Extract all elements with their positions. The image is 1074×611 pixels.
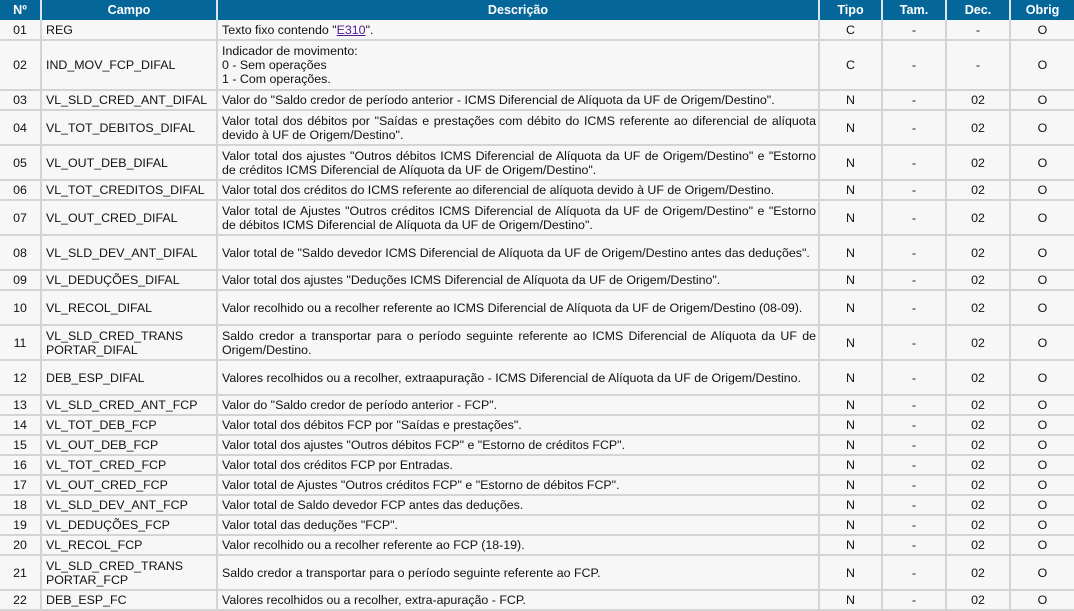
cell-descricao: Valor total dos ajustes "Outros débitos FCP" e "Estorno de créditos FCP".	[217, 435, 819, 455]
cell-obrig: O	[1010, 90, 1074, 110]
cell-no: 20	[0, 535, 41, 555]
cell-tam: -	[882, 90, 946, 110]
cell-no: 15	[0, 435, 41, 455]
cell-campo: VL_OUT_CRED_DIFAL	[41, 200, 217, 235]
cell-campo: VL_OUT_CRED_FCP	[41, 475, 217, 495]
cell-obrig: O	[1010, 235, 1074, 270]
cell-tipo: N	[819, 110, 882, 145]
cell-dec: 02	[946, 455, 1010, 475]
cell-no: 16	[0, 455, 41, 475]
cell-descricao: Valor total de Saldo devedor FCP antes das deduções.	[217, 495, 819, 515]
cell-dec: -	[946, 40, 1010, 90]
cell-descricao: Valor total dos créditos do ICMS referente ao diferencial de alíquota devido à UF de Origem/Destino.	[217, 180, 819, 200]
table-row	[0, 200, 1074, 235]
cell-campo: VL_RECOL_DIFAL	[41, 290, 217, 325]
cell-tam: -	[882, 325, 946, 360]
cell-obrig: O	[1010, 475, 1074, 495]
cell-dec: 02	[946, 495, 1010, 515]
cell-no: 05	[0, 145, 41, 180]
cell-tam: -	[882, 235, 946, 270]
cell-obrig: O	[1010, 360, 1074, 395]
table-row	[0, 90, 1074, 110]
cell-tipo: N	[819, 145, 882, 180]
e310-link[interactable]: E310	[336, 22, 366, 37]
cell-dec: 02	[946, 435, 1010, 455]
table-row	[0, 475, 1074, 495]
table-row	[0, 145, 1074, 180]
cell-tam: -	[882, 475, 946, 495]
desc-prefix: Texto fixo contendo "	[222, 22, 337, 37]
cell-campo: VL_DEDUÇÕES_DIFAL	[41, 270, 217, 290]
cell-descricao: Saldo credor a transportar para o período seguinte referente ao FCP.	[217, 555, 819, 590]
cell-dec: 02	[946, 235, 1010, 270]
table-row	[0, 325, 1074, 360]
cell-descricao: Valor recolhido ou a recolher referente ao FCP (18-19).	[217, 535, 819, 555]
cell-campo: VL_RECOL_FCP	[41, 535, 217, 555]
cell-dec: 02	[946, 395, 1010, 415]
cell-tipo: C	[819, 40, 882, 90]
cell-tipo: N	[819, 290, 882, 325]
cell-descricao: Valor total dos débitos por "Saídas e prestações com débito do ICMS referente ao diferencial de alíquota devido à UF de Origem/Destino".	[217, 110, 819, 145]
cell-dec: 02	[946, 290, 1010, 325]
cell-no: 17	[0, 475, 41, 495]
cell-no: 13	[0, 395, 41, 415]
cell-tipo: N	[819, 555, 882, 590]
cell-no: 03	[0, 90, 41, 110]
cell-tam: -	[882, 515, 946, 535]
cell-dec: 02	[946, 325, 1010, 360]
cell-no: 12	[0, 360, 41, 395]
cell-no: 14	[0, 415, 41, 435]
table-row	[0, 360, 1074, 395]
cell-dec: 02	[946, 90, 1010, 110]
desc-suffix: ".	[365, 22, 374, 37]
cell-obrig: O	[1010, 395, 1074, 415]
cell-descricao: Saldo credor a transportar para o período seguinte referente ao ICMS Diferencial de Alíquota da UF de Origem/Destino.	[217, 325, 819, 360]
cell-obrig: O	[1010, 435, 1074, 455]
cell-descricao: Valor do "Saldo credor de período anterior - ICMS Diferencial de Alíquota da UF de Origem/Destino".	[217, 90, 819, 110]
cell-descricao	[217, 20, 819, 40]
cell-obrig: O	[1010, 290, 1074, 325]
table-row	[0, 290, 1074, 325]
cell-campo: VL_OUT_DEB_FCP	[41, 435, 217, 455]
cell-dec: 02	[946, 515, 1010, 535]
cell-obrig: O	[1010, 535, 1074, 555]
cell-campo: VL_SLD_CRED_ANT_DIFAL	[41, 90, 217, 110]
desc-line: 0 - Sem operações	[222, 58, 327, 72]
cell-no: 01	[0, 20, 41, 40]
cell-campo: VL_SLD_CRED_TRANS PORTAR_FCP	[41, 555, 217, 590]
cell-no: 11	[0, 325, 41, 360]
cell-descricao: Valor total dos débitos FCP por "Saídas e prestações".	[217, 415, 819, 435]
cell-tam: -	[882, 415, 946, 435]
cell-tam: -	[882, 395, 946, 415]
cell-descricao	[217, 40, 819, 90]
table-row	[0, 180, 1074, 200]
cell-campo: VL_SLD_DEV_ANT_DIFAL	[41, 235, 217, 270]
cell-tipo: N	[819, 535, 882, 555]
cell-tipo: N	[819, 590, 882, 610]
cell-tam: -	[882, 110, 946, 145]
cell-tam: -	[882, 290, 946, 325]
cell-campo: VL_TOT_CREDITOS_DIFAL	[41, 180, 217, 200]
cell-no: 06	[0, 180, 41, 200]
cell-tipo: N	[819, 435, 882, 455]
header-descricao: Descrição	[217, 0, 819, 20]
cell-tipo: N	[819, 200, 882, 235]
cell-campo: VL_TOT_DEBITOS_DIFAL	[41, 110, 217, 145]
cell-dec: 02	[946, 270, 1010, 290]
cell-campo: VL_TOT_CRED_FCP	[41, 455, 217, 475]
cell-dec: 02	[946, 475, 1010, 495]
cell-no: 21	[0, 555, 41, 590]
cell-tipo: N	[819, 180, 882, 200]
cell-obrig: O	[1010, 495, 1074, 515]
cell-dec: 02	[946, 200, 1010, 235]
cell-dec: 02	[946, 415, 1010, 435]
table-row	[0, 20, 1074, 40]
cell-descricao: Valor do "Saldo credor de período anterior - FCP".	[217, 395, 819, 415]
cell-no: 09	[0, 270, 41, 290]
cell-descricao: Valor total de Ajustes "Outros créditos ICMS Diferencial de Alíquota da UF de Origem/Destino" e "Estorno de débitos ICMS Diferencial de Alíquota da UF de Origem/Destino".	[217, 200, 819, 235]
cell-tam: -	[882, 435, 946, 455]
cell-tipo: N	[819, 235, 882, 270]
cell-descricao: Valor total dos ajustes "Deduções ICMS Diferencial de Alíquota da UF de Origem/Destino".	[217, 270, 819, 290]
cell-dec: 02	[946, 360, 1010, 395]
table-row	[0, 270, 1074, 290]
cell-dec: 02	[946, 590, 1010, 610]
cell-tipo: C	[819, 20, 882, 40]
header-no: Nº	[0, 0, 41, 20]
cell-no: 07	[0, 200, 41, 235]
cell-tipo: N	[819, 360, 882, 395]
cell-tipo: N	[819, 495, 882, 515]
cell-obrig: O	[1010, 180, 1074, 200]
cell-obrig: O	[1010, 590, 1074, 610]
cell-dec: 02	[946, 180, 1010, 200]
cell-obrig: O	[1010, 270, 1074, 290]
cell-campo: VL_SLD_CRED_ANT_FCP	[41, 395, 217, 415]
cell-campo: DEB_ESP_DIFAL	[41, 360, 217, 395]
cell-tipo: N	[819, 475, 882, 495]
cell-descricao: Valor total dos créditos FCP por Entradas.	[217, 455, 819, 475]
table-row	[0, 455, 1074, 475]
cell-tam: -	[882, 200, 946, 235]
cell-tam: -	[882, 455, 946, 475]
cell-campo: VL_TOT_DEB_FCP	[41, 415, 217, 435]
cell-tipo: N	[819, 90, 882, 110]
table-row	[0, 515, 1074, 535]
cell-tam: -	[882, 145, 946, 180]
cell-obrig: O	[1010, 455, 1074, 475]
desc-line: Indicador de movimento:	[222, 44, 358, 58]
cell-tam: -	[882, 180, 946, 200]
table-row	[0, 495, 1074, 515]
cell-obrig: O	[1010, 515, 1074, 535]
cell-obrig: O	[1010, 200, 1074, 235]
cell-no: 18	[0, 495, 41, 515]
cell-campo: DEB_ESP_FC	[41, 590, 217, 610]
cell-no: 19	[0, 515, 41, 535]
cell-descricao: Valores recolhidos ou a recolher, extraapuração - ICMS Diferencial de Alíquota da UF de Origem/Destino.	[217, 360, 819, 395]
cell-tipo: N	[819, 270, 882, 290]
cell-campo: VL_SLD_CRED_TRANS PORTAR_DIFAL	[41, 325, 217, 360]
cell-tam: -	[882, 555, 946, 590]
cell-no: 22	[0, 590, 41, 610]
cell-dec: 02	[946, 110, 1010, 145]
cell-descricao: Valor total dos ajustes "Outros débitos ICMS Diferencial de Alíquota da UF de Origem/Destino" e "Estorno de créditos ICMS Diferencial de Alíquota da UF de Origem/Destino".	[217, 145, 819, 180]
cell-tipo: N	[819, 325, 882, 360]
table-header-row	[0, 0, 1074, 20]
cell-tam: -	[882, 535, 946, 555]
table-row	[0, 535, 1074, 555]
cell-obrig: O	[1010, 145, 1074, 180]
cell-dec: -	[946, 20, 1010, 40]
cell-tam: -	[882, 270, 946, 290]
cell-obrig: O	[1010, 40, 1074, 90]
cell-no: 02	[0, 40, 41, 90]
cell-descricao: Valor total de Ajustes "Outros créditos FCP" e "Estorno de débitos FCP".	[217, 475, 819, 495]
cell-obrig: O	[1010, 415, 1074, 435]
cell-dec: 02	[946, 535, 1010, 555]
cell-dec: 02	[946, 555, 1010, 590]
cell-tam: -	[882, 20, 946, 40]
table-row	[0, 590, 1074, 610]
table-row	[0, 235, 1074, 270]
table-row	[0, 395, 1074, 415]
cell-campo: REG	[41, 20, 217, 40]
header-tipo: Tipo	[819, 0, 882, 20]
table-row	[0, 40, 1074, 90]
cell-tam: -	[882, 590, 946, 610]
cell-tipo: N	[819, 515, 882, 535]
cell-dec: 02	[946, 145, 1010, 180]
cell-tipo: N	[819, 455, 882, 475]
cell-no: 04	[0, 110, 41, 145]
table-row	[0, 555, 1074, 590]
cell-tam: -	[882, 495, 946, 515]
cell-campo: IND_MOV_FCP_DIFAL	[41, 40, 217, 90]
cell-obrig: O	[1010, 555, 1074, 590]
table-row	[0, 110, 1074, 145]
cell-campo: VL_OUT_DEB_DIFAL	[41, 145, 217, 180]
cell-no: 10	[0, 290, 41, 325]
cell-descricao: Valor total das deduções "FCP".	[217, 515, 819, 535]
header-tam: Tam.	[882, 0, 946, 20]
cell-obrig: O	[1010, 325, 1074, 360]
cell-descricao: Valores recolhidos ou a recolher, extra-apuração - FCP.	[217, 590, 819, 610]
table-row	[0, 415, 1074, 435]
cell-tipo: N	[819, 415, 882, 435]
cell-obrig: O	[1010, 20, 1074, 40]
header-campo: Campo	[41, 0, 217, 20]
cell-campo: VL_SLD_DEV_ANT_FCP	[41, 495, 217, 515]
cell-tam: -	[882, 40, 946, 90]
header-obrig: Obrig	[1010, 0, 1074, 20]
cell-obrig: O	[1010, 110, 1074, 145]
cell-campo: VL_DEDUÇÕES_FCP	[41, 515, 217, 535]
cell-descricao: Valor recolhido ou a recolher referente ao ICMS Diferencial de Alíquota da UF de Origem/Destino (08-09).	[217, 290, 819, 325]
cell-tam: -	[882, 360, 946, 395]
header-dec: Dec.	[946, 0, 1010, 20]
cell-no: 08	[0, 235, 41, 270]
cell-tipo: N	[819, 395, 882, 415]
cell-descricao: Valor total de "Saldo devedor ICMS Diferencial de Alíquota da UF de Origem/Destino antes das deduções".	[217, 235, 819, 270]
desc-line: 1 - Com operações.	[222, 72, 331, 86]
table-row	[0, 435, 1074, 455]
